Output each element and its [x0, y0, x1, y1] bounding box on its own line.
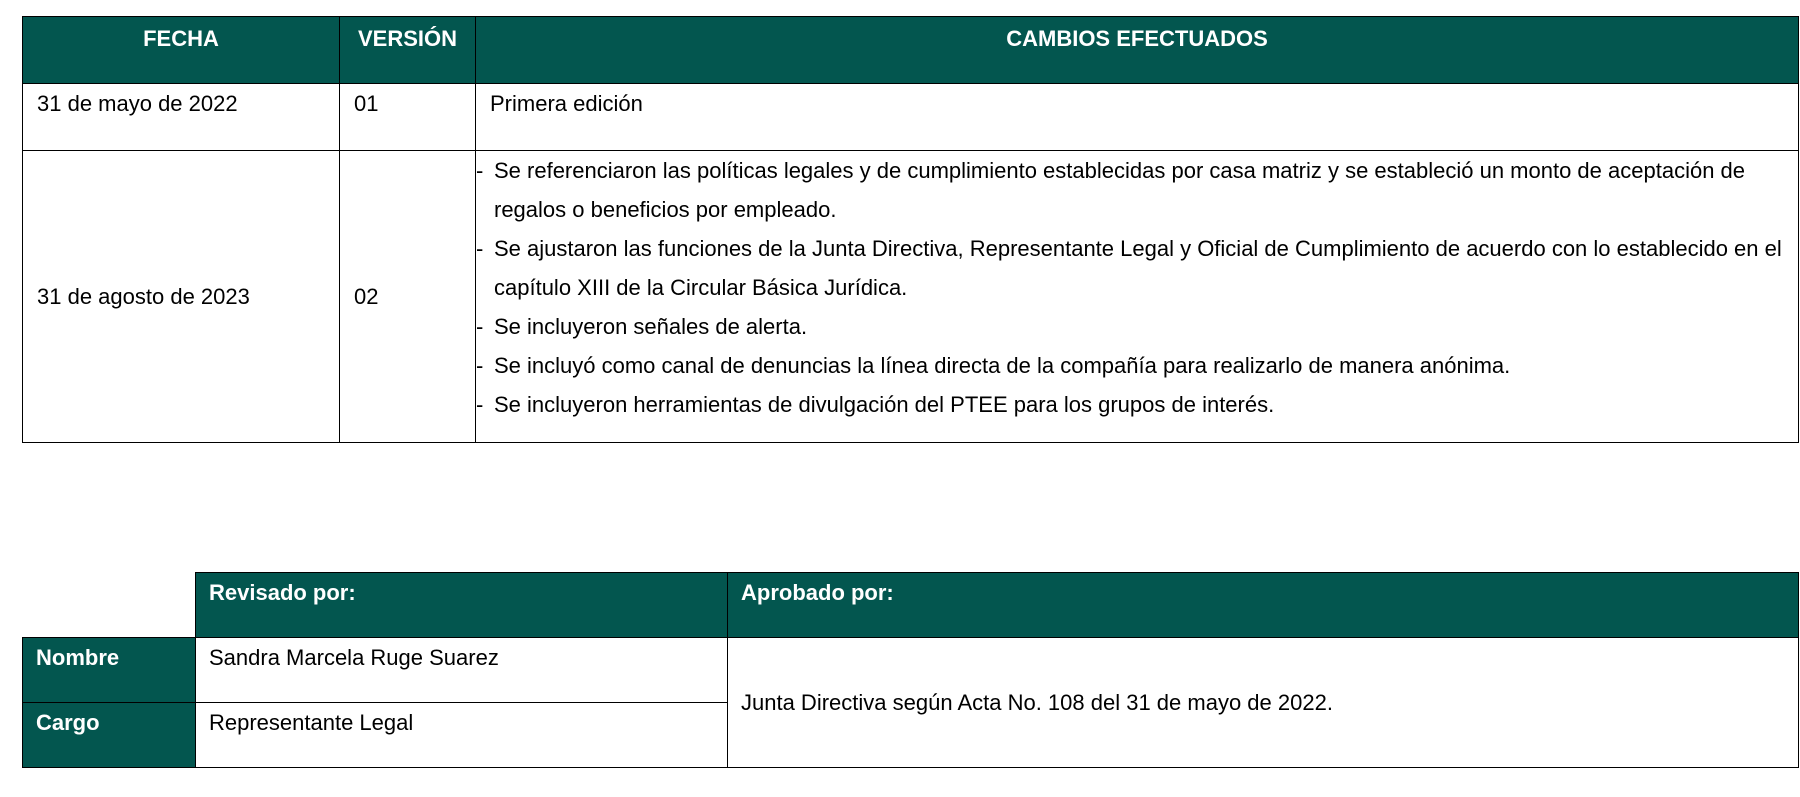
list-item: - Se referenciaron las políticas legales y de cumplimiento establecidas por casa matriz y se estableció un monto de aceptación de regalos o beneficios por empleado. — [476, 151, 1788, 229]
header-fecha: FECHA — [23, 17, 340, 84]
cell-fecha: 31 de agosto de 2023 — [23, 151, 340, 443]
label-cargo: Cargo — [23, 703, 196, 768]
cell-cambios: Primera edición — [476, 84, 1799, 151]
header-aprobado: Aprobado por: — [728, 573, 1799, 638]
approval-header-row — [23, 573, 1799, 638]
header-cambios: CAMBIOS EFECTUADOS — [476, 17, 1799, 84]
list-item: - Se incluyeron señales de alerta. — [476, 307, 1788, 346]
value-aprobado: Junta Directiva según Acta No. 108 del 31 de mayo de 2022. — [728, 638, 1799, 768]
label-nombre: Nombre — [23, 638, 196, 703]
list-item: - Se incluyó como canal de denuncias la línea directa de la compañía para realizarlo de manera anónima. — [476, 346, 1788, 385]
nombre-row — [23, 638, 1799, 703]
value-cargo: Representante Legal — [196, 703, 728, 768]
cell-cambios — [476, 151, 1799, 443]
changes-table — [22, 16, 1799, 443]
header-version: VERSIÓN — [340, 17, 476, 84]
blank-corner — [23, 573, 196, 638]
table-row — [23, 84, 1799, 151]
cell-version: 01 — [340, 84, 476, 151]
cell-fecha: 31 de mayo de 2022 — [23, 84, 340, 151]
list-item: - Se ajustaron las funciones de la Junta Directiva, Representante Legal y Oficial de Cumplimiento de acuerdo con lo establecido en el capítulo XIII de la Circular Básica Jurídica. — [476, 229, 1788, 307]
value-nombre: Sandra Marcela Ruge Suarez — [196, 638, 728, 703]
list-item: - Se incluyeron herramientas de divulgación del PTEE para los grupos de interés. — [476, 385, 1788, 424]
changes-header-row — [23, 17, 1799, 84]
header-revisado: Revisado por: — [196, 573, 728, 638]
table-row — [23, 151, 1799, 443]
approval-table — [22, 572, 1799, 768]
cell-version: 02 — [340, 151, 476, 443]
changes-list — [476, 151, 1798, 442]
